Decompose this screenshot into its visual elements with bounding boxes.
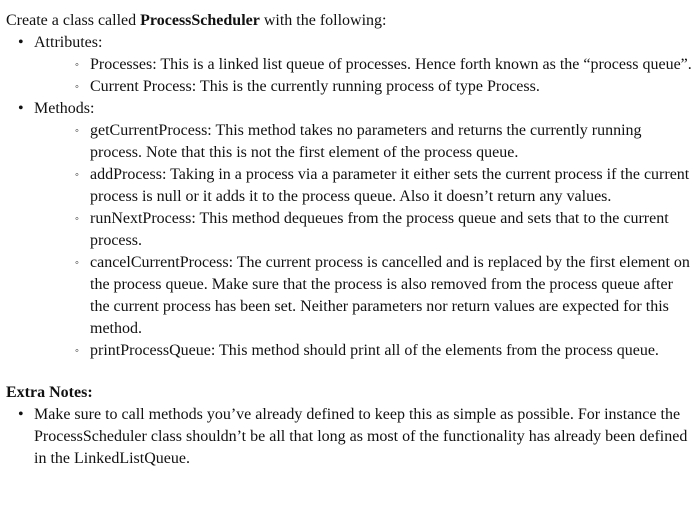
method-cancel-current-process: cancelCurrentProcess: The current process is cancelled and is replaced by the first element on the process queue. Make sure that the process is also removed from the process queue after the current process has been set. Neither parameters nor return values are expected for this method. — [90, 254, 690, 337]
extra-notes-heading: Extra Notes: — [6, 384, 93, 401]
methods-label: Methods: — [34, 100, 95, 117]
methods-section — [6, 98, 700, 362]
method-run-next-process: runNextProcess: This method dequeues from the process queue and sets that to the current process. — [90, 210, 669, 249]
method-add-process: addProcess: Taking in a process via a parameter it either sets the current process if the current process is null or it adds it to the process queue. Also it doesn’t return any values. — [90, 166, 690, 205]
list-item — [34, 340, 700, 362]
sub-bullet-icon: ◦ — [75, 257, 79, 269]
list-item — [34, 76, 700, 98]
requirements-list — [6, 32, 700, 362]
method-print-process-queue: printProcessQueue: This method should print all of the elements from the process queue. — [90, 342, 659, 359]
attributes-list — [34, 54, 700, 98]
bullet-icon: • — [18, 34, 24, 51]
sub-bullet-icon: ◦ — [75, 59, 79, 71]
attributes-label: Attributes: — [34, 34, 103, 51]
sub-bullet-icon: ◦ — [75, 213, 79, 225]
attributes-section — [6, 32, 700, 98]
extra-notes-list — [6, 404, 700, 470]
methods-list — [34, 120, 700, 362]
bullet-icon: • — [18, 100, 24, 117]
list-item — [34, 54, 700, 76]
method-get-current-process: getCurrentProcess: This method takes no parameters and returns the currently running process. Note that this is not the first element of the process queue. — [90, 122, 642, 161]
class-name: ProcessScheduler — [140, 12, 260, 29]
sub-bullet-icon: ◦ — [75, 125, 79, 137]
intro-prefix: Create a class called — [6, 12, 141, 29]
list-item — [34, 164, 700, 208]
list-item — [6, 404, 700, 470]
intro-suffix: with the following: — [259, 12, 387, 29]
intro-paragraph — [6, 10, 700, 32]
attribute-processes: Processes: This is a linked list queue of processes. Hence forth known as the “process queue”. — [90, 56, 692, 73]
extra-note-text: Make sure to call methods you’ve already defined to keep this as simple as possible. For instance the ProcessScheduler class shouldn’t be all that long as most of the functionality has already been defined in the LinkedListQueue. — [34, 406, 688, 467]
list-item — [34, 252, 700, 340]
attribute-current-process: Current Process: This is the currently running process of type Process. — [90, 78, 540, 95]
list-item — [34, 120, 700, 164]
sub-bullet-icon: ◦ — [75, 81, 79, 93]
list-item — [34, 208, 700, 252]
sub-bullet-icon: ◦ — [75, 169, 79, 181]
sub-bullet-icon: ◦ — [75, 345, 79, 357]
bullet-icon: • — [18, 406, 24, 423]
